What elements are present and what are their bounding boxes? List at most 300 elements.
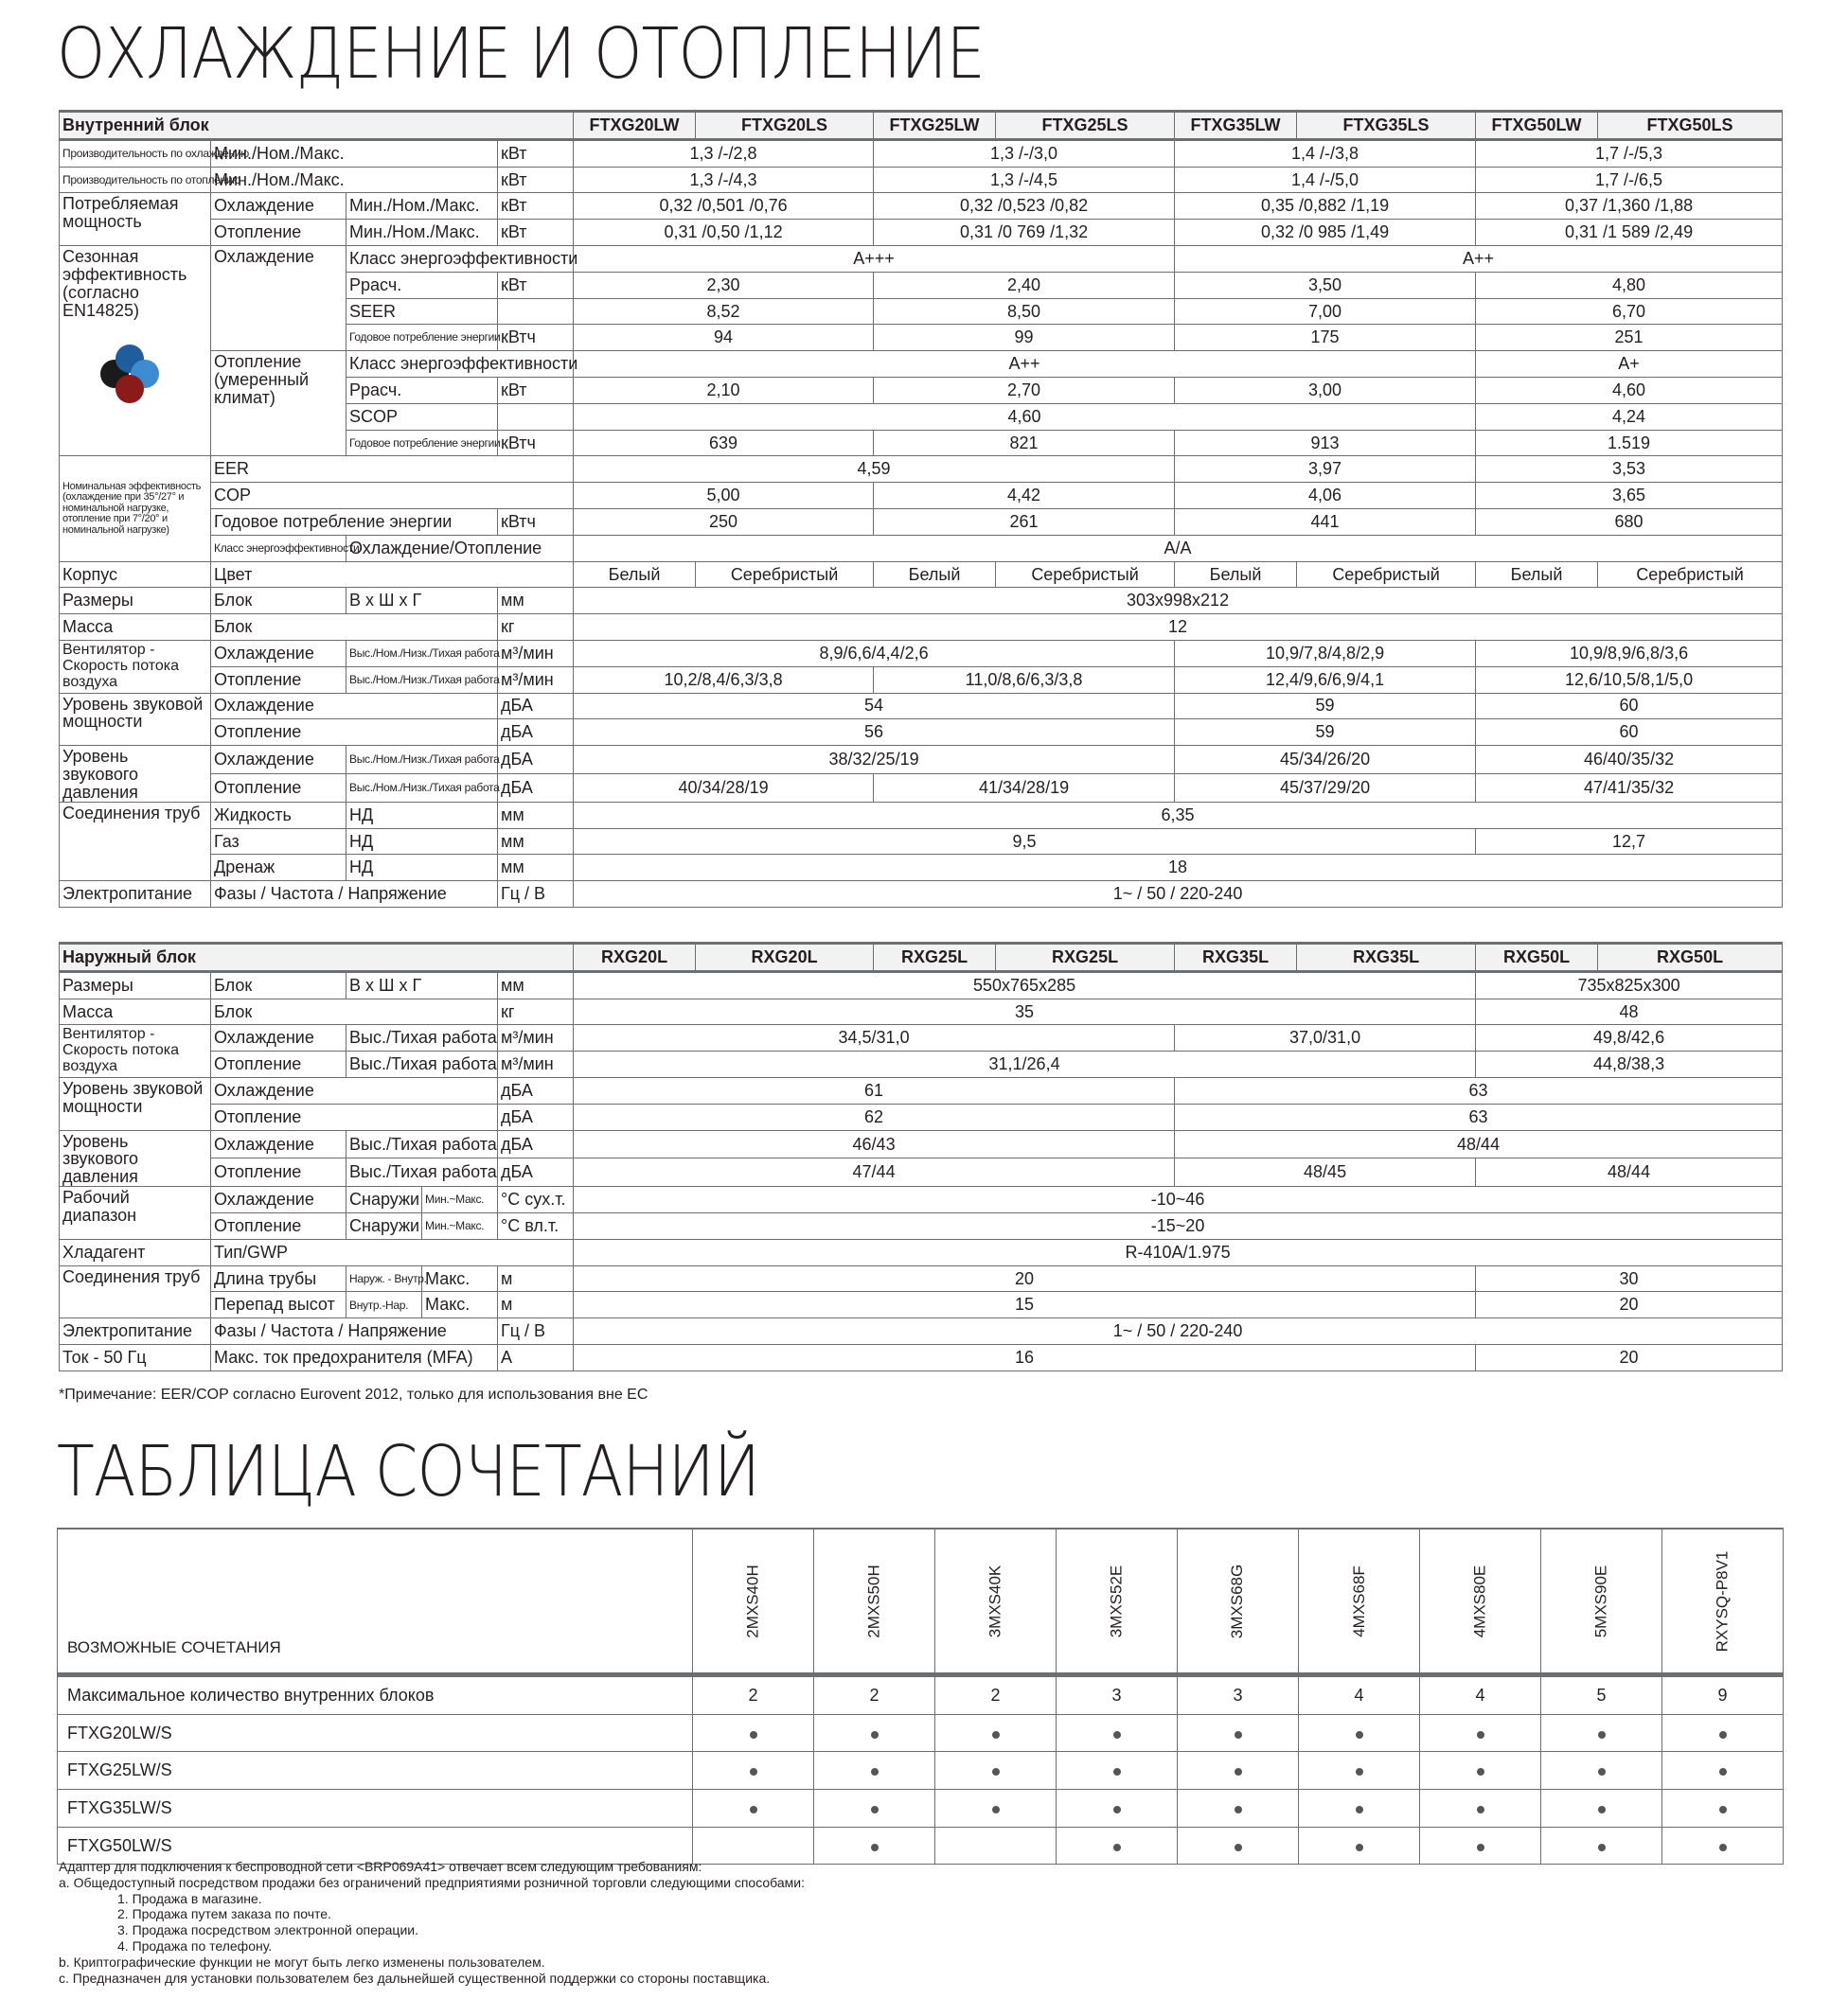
unit-cell: дБА [498, 1104, 574, 1130]
mode-cell: Охлаждение [211, 1077, 498, 1104]
mode-cell: Отопление [211, 220, 346, 246]
pipe-height-row [60, 1292, 1783, 1318]
param-cell: Фазы / Частота / Напряжение [211, 881, 498, 908]
param-cell: Pрасч. [346, 377, 498, 403]
nominal-cop-row [60, 483, 1783, 509]
mode-cell: Охлаждение [211, 746, 346, 774]
dimensions-row [60, 588, 1783, 614]
mark-cell [1662, 1827, 1784, 1865]
mode-cell: Охлаждение [211, 693, 498, 719]
operation-range-heat-row [60, 1213, 1783, 1240]
outdoor-model: 2MXS50H [864, 1565, 883, 1638]
compatible-dot-icon [1113, 1844, 1121, 1851]
param-cell: Тип/GWP [211, 1239, 574, 1265]
outdoor-model-cell [935, 1529, 1057, 1675]
mode-cell: Охлаждение [211, 1187, 346, 1213]
param-cell: Мин./Ном./Макс. [346, 220, 498, 246]
unit-cell: кВт [498, 220, 574, 246]
outdoor-model-cell [1178, 1529, 1299, 1675]
model-cell: RXG20L [696, 944, 874, 972]
compatible-dot-icon [1356, 1844, 1363, 1851]
mark-cell [935, 1714, 1057, 1752]
value-cell: R-410A/1.975 [574, 1239, 1783, 1265]
value-cell: A++ [574, 351, 1476, 378]
param-cell: Годовое потребление энергии [346, 325, 498, 351]
mark-cell [1299, 1752, 1420, 1790]
compatible-dot-icon [1356, 1806, 1363, 1813]
heating-capacity-row [60, 167, 1783, 193]
mark-cell [1662, 1714, 1784, 1752]
unit-cell: Гц / В [498, 1318, 574, 1345]
unit-cell: дБА [498, 693, 574, 719]
mark-cell [814, 1752, 935, 1790]
mode-cell: Отопление [211, 1158, 346, 1187]
mode-cell: Отопление [211, 666, 346, 693]
value-cell: 63 [1175, 1077, 1783, 1104]
value-cell: Белый [874, 561, 996, 588]
value-cell: 54 [574, 693, 1175, 719]
compatible-dot-icon [1719, 1768, 1727, 1776]
mode-cell: Охлаждение [211, 193, 346, 220]
pipe-drain-row [60, 855, 1783, 881]
unit-cell: кВт [498, 272, 574, 298]
row-label: Вентилятор - Скорость потока воздуха [60, 1025, 211, 1078]
outdoor-model: 3MXS40K [986, 1565, 1004, 1638]
mark-cell [1057, 1827, 1178, 1865]
value-cell: 821 [874, 430, 1175, 456]
sound-pressure-cool-row [60, 746, 1783, 774]
unit-cell: дБА [498, 719, 574, 746]
param-cell: Выс./Ном./Низк./Тихая работа [346, 640, 498, 666]
model-cell: FTXG25LS [996, 112, 1175, 140]
param-cell: Выс./Тихая работа [346, 1025, 498, 1052]
fan-cool-row [60, 1025, 1783, 1052]
compatible-dot-icon [871, 1731, 879, 1739]
value-cell: 4,24 [1476, 403, 1783, 430]
footer-line: a. Общедоступный посредством продажи без ограничений предприятиями розничной торговли следующими способами: [59, 1874, 805, 1890]
value-cell: 62 [574, 1104, 1175, 1130]
param-cell: В х Ш х Г [346, 588, 498, 614]
mode-cell: Отопление [211, 1052, 346, 1078]
param-cell: Цвет [211, 561, 574, 588]
value-cell: 1,7 /-/5,3 [1476, 139, 1783, 167]
value-cell: A++ [1175, 245, 1783, 272]
unit-cell: кВт [498, 193, 574, 220]
compatible-dot-icon [750, 1768, 757, 1776]
combo-row [58, 1752, 1784, 1790]
combo-row [58, 1714, 1784, 1752]
sound-pressure-cool-row [60, 1130, 1783, 1158]
unit-cell: Гц / В [498, 881, 574, 908]
param-cell: Мин.~Макс. [422, 1187, 498, 1213]
mark-cell [1178, 1714, 1299, 1752]
outdoor-model: 4MXS68F [1349, 1565, 1368, 1637]
param-cell: COP [211, 483, 574, 509]
unit-cell: мм [498, 855, 574, 881]
value-cell: 1,3 /-/4,5 [874, 167, 1175, 193]
value-cell: 7,00 [1175, 298, 1476, 325]
dimensions-row [60, 971, 1783, 999]
value-cell: 6,35 [574, 802, 1783, 828]
mark-cell [1299, 1790, 1420, 1828]
value-cell: 0,31 /0,50 /1,12 [574, 220, 874, 246]
mark-cell [935, 1827, 1057, 1865]
compatible-dot-icon [1719, 1806, 1727, 1813]
mark-cell [1057, 1752, 1178, 1790]
param-cell: Годовое потребление энергии [211, 508, 498, 535]
unit-cell: °C сух.т. [498, 1187, 574, 1213]
value-cell: 45/34/26/20 [1175, 746, 1476, 774]
unit-cell: кВтч [498, 325, 574, 351]
compatible-dot-icon [871, 1844, 879, 1851]
row-label: Сезонная эффективность (согласно EN14825) [62, 246, 187, 320]
value-cell: 4,06 [1175, 483, 1476, 509]
param-cell: Макс. [422, 1292, 498, 1318]
row-label: Номинальная эффективность (охлаждение при 35°/27° и номинальной нагрузке, отопление при 7°/20° и номинальной нагрузке) [60, 456, 211, 561]
max-units-cell: 2 [814, 1675, 935, 1715]
mark-cell [1420, 1714, 1541, 1752]
value-cell: 60 [1476, 693, 1783, 719]
value-cell: 1,3 /-/3,0 [874, 139, 1175, 167]
value-cell: 1,4 /-/5,0 [1175, 167, 1476, 193]
mark-cell [1178, 1752, 1299, 1790]
param-cell: Выс./Тихая работа [346, 1052, 498, 1078]
value-cell: A+ [1476, 351, 1783, 378]
value-cell: 2,70 [874, 377, 1175, 403]
power-input-cool-row [60, 193, 1783, 220]
model-cell: FTXG35LW [1175, 112, 1297, 140]
param-cell: Снаружи [346, 1213, 422, 1240]
fan-cool-row [60, 640, 1783, 666]
value-cell: 12,4/9,6/6,9/4,1 [1175, 666, 1476, 693]
mode-cell: Дренаж [211, 855, 346, 881]
model-cell: RXG35L [1175, 944, 1297, 972]
compatible-dot-icon [1598, 1806, 1606, 1813]
mode-cell: Отопление [211, 773, 346, 802]
mode-cell: Отопление [211, 1104, 498, 1130]
footer-notes [59, 1859, 805, 1986]
pipe-length-row [60, 1265, 1783, 1292]
pipe-gas-row [60, 828, 1783, 855]
unit-cell: кВтч [498, 430, 574, 456]
mark-cell [814, 1790, 935, 1828]
unit-cell: кг [498, 999, 574, 1025]
param-cell: Макс. ток предохранителя (MFA) [211, 1345, 498, 1371]
pipe-liquid-row [60, 802, 1783, 828]
value-cell: Белый [1175, 561, 1297, 588]
param-cell: Мин.~Макс. [422, 1213, 498, 1240]
unit-cell: м³/мин [498, 1052, 574, 1078]
value-cell: Серебристый [1598, 561, 1783, 588]
row-label: Хладагент [60, 1239, 211, 1265]
param-cell: EER [211, 456, 574, 483]
value-cell: 441 [1175, 508, 1476, 535]
outdoor-model-cell [1541, 1529, 1662, 1675]
value-cell: 11,0/8,6/6,3/3,8 [874, 666, 1175, 693]
seasonal-cool-class-row [60, 245, 1783, 272]
compatible-dot-icon [1356, 1731, 1363, 1739]
param-cell: Выс./Ном./Низк./Тихая работа [346, 773, 498, 802]
max-units-cell: 3 [1057, 1675, 1178, 1715]
value-cell: 680 [1476, 508, 1783, 535]
mark-cell [1541, 1790, 1662, 1828]
compatible-dot-icon [1356, 1768, 1363, 1776]
max-units-cell: 9 [1662, 1675, 1784, 1715]
value-cell: 4,59 [574, 456, 1175, 483]
power-supply-row [60, 881, 1783, 908]
value-cell: 47/41/35/32 [1476, 773, 1783, 802]
param-cell: Снаружи [346, 1187, 422, 1213]
value-cell: 1,7 /-/6,5 [1476, 167, 1783, 193]
model-cell: RXG50L [1598, 944, 1783, 972]
unit-cell: дБА [498, 1130, 574, 1158]
value-cell: 3,97 [1175, 456, 1476, 483]
outdoor-model: 2MXS40H [743, 1565, 762, 1638]
row-label: Максимальное количество внутренних блоков [58, 1675, 693, 1715]
value-cell: 37,0/31,0 [1175, 1025, 1476, 1052]
row-label: FTXG25LW/S [58, 1752, 693, 1790]
param-cell: Фазы / Частота / Напряжение [211, 1318, 498, 1345]
indoor-header-row [60, 112, 1783, 140]
param-cell: Класс энергоэффективности [346, 351, 574, 378]
unit-cell: кВт [498, 139, 574, 167]
mark-cell [1420, 1827, 1541, 1865]
compatible-dot-icon [750, 1806, 757, 1813]
value-cell: Серебристый [996, 561, 1175, 588]
compatible-dot-icon [1113, 1806, 1121, 1813]
value-cell: Белый [574, 561, 696, 588]
param-cell: Класс энергоэффективности [211, 535, 346, 561]
row-label: Производительность по охлаждению [60, 139, 211, 167]
footnote: *Примечание: EER/COP согласно Eurovent 2012, только для использования вне ЕС [59, 1387, 648, 1403]
unit-cell [498, 298, 574, 325]
casing-row [60, 561, 1783, 588]
unit-cell: дБА [498, 773, 574, 802]
row-label: Размеры [60, 588, 211, 614]
value-cell: 175 [1175, 325, 1476, 351]
combo-row [58, 1790, 1784, 1828]
mode-cell: Перепад высот [211, 1292, 346, 1318]
footer-item: 3. Продажа посредством электронной операции. [117, 1922, 418, 1938]
value-cell: 0,37 /1,360 /1,88 [1476, 193, 1783, 220]
mode-cell: Охлаждение [211, 1025, 346, 1052]
seasonal-label-cell [60, 245, 211, 455]
value-cell: 3,53 [1476, 456, 1783, 483]
row-label: FTXG20LW/S [58, 1714, 693, 1752]
unit-cell: кг [498, 614, 574, 641]
mode-cell: Длина трубы [211, 1265, 346, 1292]
value-cell: 0,32 /0 985 /1,49 [1175, 220, 1476, 246]
combo-header-label: ВОЗМОЖНЫЕ СОЧЕТАНИЯ [58, 1529, 693, 1675]
max-units-cell: 2 [935, 1675, 1057, 1715]
mode-cell: Газ [211, 828, 346, 855]
value-cell: 4,42 [874, 483, 1175, 509]
value-cell: 639 [574, 430, 874, 456]
model-cell: FTXG25LW [874, 112, 996, 140]
compatible-dot-icon [1477, 1731, 1484, 1739]
value-cell: 3,50 [1175, 272, 1476, 298]
mass-row [60, 614, 1783, 641]
value-cell: 18 [574, 855, 1783, 881]
outdoor-model-cell [1662, 1529, 1784, 1675]
mode-cell: Отопление [211, 1213, 346, 1240]
value-cell: 735x825x300 [1476, 971, 1783, 999]
model-cell: FTXG35LS [1297, 112, 1476, 140]
mark-cell [693, 1714, 814, 1752]
mark-cell [935, 1752, 1057, 1790]
row-label: FTXG35LW/S [58, 1790, 693, 1828]
model-cell: RXG20L [574, 944, 696, 972]
row-label: Рабочий диапазон [60, 1187, 211, 1240]
combo-header-row [58, 1529, 1784, 1675]
compatible-dot-icon [1719, 1731, 1727, 1739]
sound-power-heat-row [60, 1104, 1783, 1130]
model-cell: RXG25L [996, 944, 1175, 972]
value-cell: 1~ / 50 / 220-240 [574, 1318, 1783, 1345]
value-cell: 16 [574, 1345, 1476, 1371]
model-cell: FTXG20LW [574, 112, 696, 140]
value-cell: 4,60 [574, 403, 1476, 430]
compatible-dot-icon [992, 1768, 1000, 1776]
value-cell: 20 [1476, 1292, 1783, 1318]
value-cell: 99 [874, 325, 1175, 351]
row-label: Уровень звукового давления [60, 1130, 211, 1187]
row-label: Уровень звуковой мощности [60, 1077, 211, 1130]
value-cell: 63 [1175, 1104, 1783, 1130]
value-cell: Серебристый [1297, 561, 1476, 588]
compatible-dot-icon [871, 1806, 879, 1813]
combination-table [57, 1528, 1784, 1865]
param-cell: НД [346, 802, 498, 828]
value-cell: 48 [1476, 999, 1783, 1025]
value-cell: 48/44 [1175, 1130, 1783, 1158]
current-row [60, 1345, 1783, 1371]
mode-cell: Блок [211, 999, 498, 1025]
footer-line: c. Предназначен для установки пользователем без дальнейшей существенной поддержки со стороны поставщика. [59, 1970, 771, 1986]
value-cell: -10~46 [574, 1187, 1783, 1213]
mode-cell: Охлаждение [211, 245, 346, 350]
nominal-annual-row [60, 508, 1783, 535]
value-cell: 48/44 [1476, 1158, 1783, 1187]
power-supply-row [60, 1318, 1783, 1345]
value-cell: 10,9/7,8/4,8/2,9 [1175, 640, 1476, 666]
mode-cell: Блок [211, 614, 498, 641]
compatible-dot-icon [1235, 1844, 1242, 1851]
value-cell: 30 [1476, 1265, 1783, 1292]
cooling-capacity-row [60, 139, 1783, 167]
compatible-dot-icon [1113, 1731, 1121, 1739]
unit-cell: мм [498, 971, 574, 999]
param-cell: Макс. [422, 1265, 498, 1292]
row-label: Масса [60, 614, 211, 641]
outdoor-model: RXYSQ-P8V1 [1713, 1550, 1732, 1653]
unit-cell: A [498, 1345, 574, 1371]
value-cell: 12 [574, 614, 1783, 641]
mark-cell [1541, 1827, 1662, 1865]
param-cell: В х Ш х Г [346, 971, 498, 999]
value-cell: 1,3 /-/4,3 [574, 167, 874, 193]
value-cell: 1~ / 50 / 220-240 [574, 881, 1783, 908]
value-cell: 40/34/28/19 [574, 773, 874, 802]
compatible-dot-icon [1235, 1731, 1242, 1739]
value-cell: 550x765x285 [574, 971, 1476, 999]
value-cell: Серебристый [696, 561, 874, 588]
model-cell: FTXG20LS [696, 112, 874, 140]
value-cell: 3,65 [1476, 483, 1783, 509]
unit-cell: м [498, 1292, 574, 1318]
value-cell: 47/44 [574, 1158, 1175, 1187]
mode-cell: Блок [211, 971, 346, 999]
mark-cell [1178, 1827, 1299, 1865]
value-cell: 49,8/42,6 [1476, 1025, 1783, 1052]
nominal-eer-row [60, 456, 1783, 483]
outdoor-model-cell [693, 1529, 814, 1675]
param-cell: Выс./Тихая работа [346, 1158, 498, 1187]
footer-item: 2. Продажа путем заказа по почте. [117, 1906, 331, 1922]
param-cell: Охлаждение/Отопление [346, 535, 574, 561]
mark-cell [1420, 1752, 1541, 1790]
value-cell: -15~20 [574, 1213, 1783, 1240]
max-units-cell: 4 [1299, 1675, 1420, 1715]
mode-cell: Жидкость [211, 802, 346, 828]
value-cell: 8,9/6,6/4,4/2,6 [574, 640, 1175, 666]
value-cell: 913 [1175, 430, 1476, 456]
value-cell: 5,00 [574, 483, 874, 509]
param-cell: Класс энергоэффективности [346, 245, 574, 272]
value-cell: 9,5 [574, 828, 1476, 855]
mark-cell [693, 1790, 814, 1828]
value-cell: 59 [1175, 693, 1476, 719]
row-label: Электропитание [60, 1318, 211, 1345]
value-cell: 1.519 [1476, 430, 1783, 456]
value-cell: 10,2/8,4/6,3/3,8 [574, 666, 874, 693]
value-cell: 8,52 [574, 298, 874, 325]
row-label: Корпус [60, 561, 211, 588]
param-cell: Выс./Тихая работа [346, 1130, 498, 1158]
indoor-header: Внутренний блок [60, 112, 574, 140]
value-cell: 45/37/29/20 [1175, 773, 1476, 802]
compatible-dot-icon [992, 1731, 1000, 1739]
value-cell: 2,40 [874, 272, 1175, 298]
mode-cell: Отопление (умеренный климат) [211, 351, 346, 456]
param-cell: Мин./Ном./Макс. [211, 167, 498, 193]
value-cell: 0,35 /0,882 /1,19 [1175, 193, 1476, 220]
section-title: ТАБЛИЦА СОЧЕТАНИЙ [57, 1431, 760, 1512]
unit-cell: м³/мин [498, 1025, 574, 1052]
unit-cell: кВт [498, 167, 574, 193]
value-cell: A/A [574, 535, 1783, 561]
value-cell: 94 [574, 325, 874, 351]
max-units-cell: 2 [693, 1675, 814, 1715]
refrigerant-row [60, 1239, 1783, 1265]
outdoor-model: 5MXS90E [1591, 1565, 1610, 1638]
model-cell: FTXG50LW [1476, 112, 1598, 140]
value-cell: 44,8/38,3 [1476, 1052, 1783, 1078]
row-label: Размеры [60, 971, 211, 999]
param-cell: Выс./Ном./Низк./Тихая работа [346, 666, 498, 693]
row-label: Ток - 50 Гц [60, 1345, 211, 1371]
unit-cell: м³/мин [498, 666, 574, 693]
compatible-dot-icon [1719, 1844, 1727, 1851]
value-cell: 0,32 /0,523 /0,82 [874, 193, 1175, 220]
mode-cell: Охлаждение [211, 640, 346, 666]
value-cell: 0,32 /0,501 /0,76 [574, 193, 874, 220]
mark-cell [1541, 1752, 1662, 1790]
mark-cell [935, 1790, 1057, 1828]
max-units-cell: 3 [1178, 1675, 1299, 1715]
mark-cell [814, 1714, 935, 1752]
param-cell: SEER [346, 298, 498, 325]
